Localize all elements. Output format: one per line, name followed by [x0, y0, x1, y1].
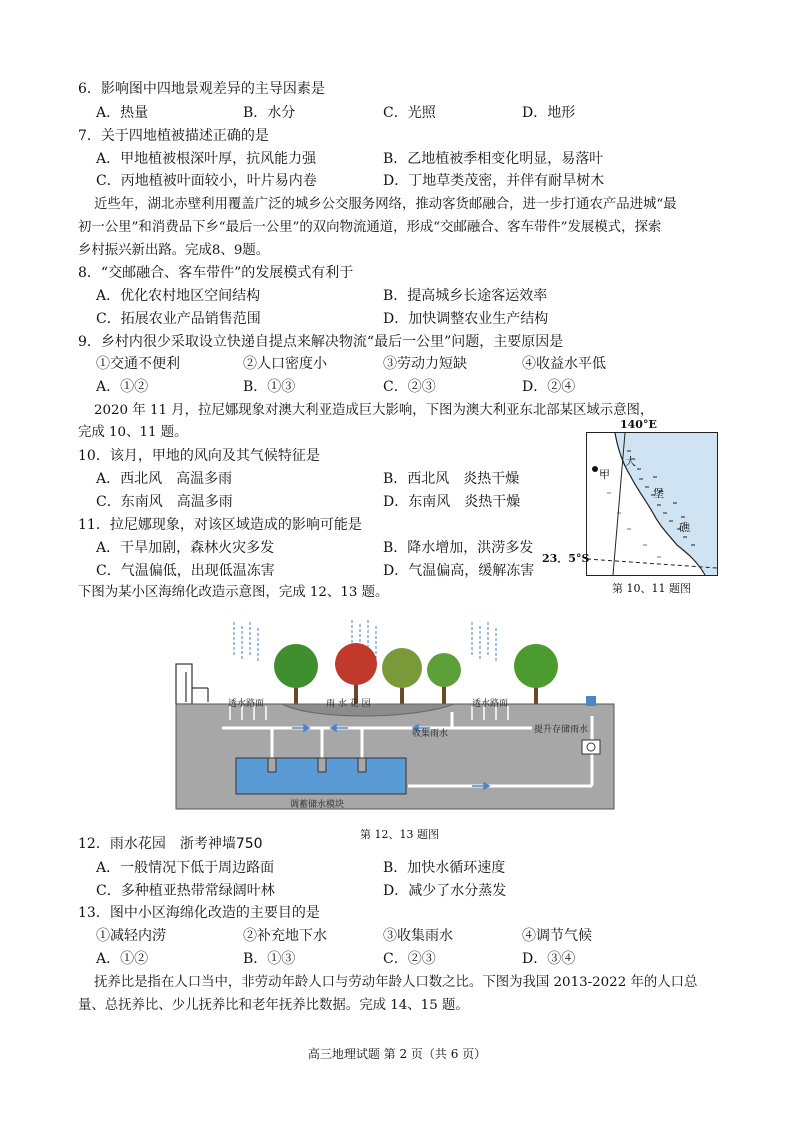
passage-8-9-line3: 乡村振兴新出路。完成8、9题。 — [78, 243, 270, 258]
label-rain-garden: 雨 水 花 园 — [326, 699, 371, 709]
q13-option-d: D．③④ — [522, 951, 576, 967]
map-svg — [587, 433, 717, 575]
q8-option-b: B．提高城乡长途客运效率 — [383, 288, 548, 304]
diagram-svg — [172, 616, 617, 811]
q10-stem: 10．该月，甲地的风向及其气候特征是 — [78, 448, 320, 464]
passage-10-11-line2: 完成 10、11 题。 — [78, 425, 188, 440]
q13-item-4: ④调节气候 — [522, 928, 592, 944]
q8-option-c: C．拓展农业产品销售范围 — [96, 311, 261, 327]
q12-stem: 12．雨水花园 — [78, 836, 166, 852]
q12-stem-line — [78, 835, 263, 853]
q12-option-b: B．加快水循环速度 — [383, 860, 506, 876]
map-longitude-label: 140°E — [620, 418, 657, 431]
passage-14-15-line2: 量、总抚养比、少儿抚养比和老年抚养比数据。完成 14、15 题。 — [78, 998, 469, 1013]
q10-option-d: D．东南风 炎热干燥 — [383, 494, 521, 510]
q6-option-b: B．水分 — [243, 105, 296, 121]
q13-option-a: A．①② — [96, 951, 149, 967]
q11-option-d: D．气温偏高，缓解冻害 — [383, 563, 535, 579]
q6-option-c: C．光照 — [383, 105, 436, 121]
q11-option-b: B．降水增加，洪涝多发 — [383, 540, 534, 556]
label-storage-module: 调蓄储水模块 — [290, 800, 345, 810]
q11-stem: 11．拉尼娜现象，对该区域造成的影响可能是 — [78, 517, 362, 533]
reef-char-1: 大 — [625, 455, 636, 468]
q12-option-c: C．多种植亚热带常绿阔叶林 — [96, 883, 275, 899]
q12-option-a: A．一般情况下低于周边路面 — [96, 860, 275, 876]
q9-option-d: D．②④ — [522, 379, 576, 395]
label-road-left: 透水路面 — [228, 699, 265, 709]
q13-item-1: ①减轻内涝 — [96, 928, 166, 944]
q6-stem: 6．影响图中四地景观差异的主导因素是 — [78, 81, 325, 97]
q9-item-2: ②人口密度小 — [243, 356, 327, 372]
q9-option-b: B．①③ — [243, 379, 296, 395]
q7-stem: 7．关于四地植被描述正确的是 — [78, 128, 269, 144]
q12-tag: 浙考神墙750 — [179, 836, 263, 852]
q13-option-c: C．②③ — [383, 951, 436, 967]
map-caption: 第 10、11 题图 — [612, 582, 691, 595]
q7-option-a: A．甲地植被根深叶厚，抗风能力强 — [96, 151, 317, 167]
label-lift-store: 提升存储雨水 — [534, 725, 589, 735]
q9-option-a: A．①② — [96, 379, 149, 395]
passage-10-11-line1: 2020 年 11 月，拉尼娜现象对澳大利亚造成巨大影响，下图为澳大利亚东北部某区域示意图， — [94, 403, 654, 418]
q12-option-d: D．减少了水分蒸发 — [383, 883, 507, 899]
building-icon — [176, 664, 208, 704]
q11-option-a: A．干旱加剧，森林火灾多发 — [96, 540, 275, 556]
place-jia-label: 甲 — [599, 468, 610, 481]
q10-option-c: C．东南风 高温多雨 — [96, 494, 233, 510]
q13-option-b: B．①③ — [243, 951, 296, 967]
q11-option-c: C．气温偏低，出现低温冻害 — [96, 563, 275, 579]
q9-option-c: C．②③ — [383, 379, 436, 395]
q13-item-3: ③收集雨水 — [383, 928, 453, 944]
q13-stem: 13．图中小区海绵化改造的主要目的是 — [78, 905, 320, 921]
q8-option-a: A．优化农村地区空间结构 — [96, 288, 261, 304]
passage-8-9-line1: 近些年，湖北赤壁利用覆盖广泛的城乡公交服务网络，推动客货邮融合，进一步打通农产品进城“最 — [94, 197, 677, 212]
label-road-right: 透水路面 — [472, 699, 509, 709]
pump-icon — [582, 740, 600, 754]
q10-option-b: B．西北风 炎热干燥 — [383, 471, 520, 487]
passage-14-15-line1: 抚养比是指在人口当中，非劳动年龄人口与劳动年龄人口数之比。下图为我国 2013-2022 年的人口总 — [94, 975, 698, 990]
reef-char-3: 礁 — [679, 521, 690, 534]
australia-ne-map — [586, 432, 718, 576]
label-collect-rain: 收集雨水 — [412, 729, 449, 739]
page-footer: 高三地理试题 第 2 页（共 6 页） — [307, 1047, 487, 1061]
q10-option-a: A．西北风 高温多雨 — [96, 471, 233, 487]
passage-12-13-intro: 下图为某小区海绵化改造示意图，完成 12、13 题。 — [78, 585, 389, 600]
trees — [274, 643, 558, 706]
q6-option-a: A．热量 — [96, 105, 149, 121]
longitude-line — [613, 433, 625, 575]
q9-item-3: ③劳动力短缺 — [383, 356, 467, 372]
q9-item-4: ④收益水平低 — [522, 356, 606, 372]
lift-pipe-cap — [586, 696, 596, 706]
q8-stem: 8．“交邮融合、客车带件”的发展模式有利于 — [78, 265, 354, 281]
q7-option-c: C．丙地植被叶面较小，叶片易内卷 — [96, 173, 317, 189]
point-jia-marker — [592, 466, 598, 472]
q7-option-b: B．乙地植被季相变化明显，易落叶 — [383, 151, 604, 167]
q6-option-d: D．地形 — [522, 105, 576, 121]
q9-stem: 9．乡村内很少采取设立快递自提点来解决物流“最后一公里”问题，主要原因是 — [78, 334, 564, 350]
passage-8-9-line2: 初一公里”和消费品下乡“最后一公里”的双向物流通道，形成“交邮融合、客车带件”发展模式，探索 — [78, 220, 662, 235]
q13-item-2: ②补充地下水 — [243, 928, 327, 944]
diagram-caption: 第 12、13 题图 — [360, 828, 439, 841]
sponge-city-diagram — [172, 616, 617, 811]
q8-option-d: D．加快调整农业生产结构 — [383, 311, 549, 327]
q7-option-d: D．丁地草类茂密，并伴有耐旱树木 — [383, 173, 605, 189]
q9-item-1: ①交通不便利 — [96, 356, 180, 372]
map-latitude-label: 23．5°S — [542, 552, 590, 565]
reef-char-2: 堡 — [653, 487, 664, 500]
